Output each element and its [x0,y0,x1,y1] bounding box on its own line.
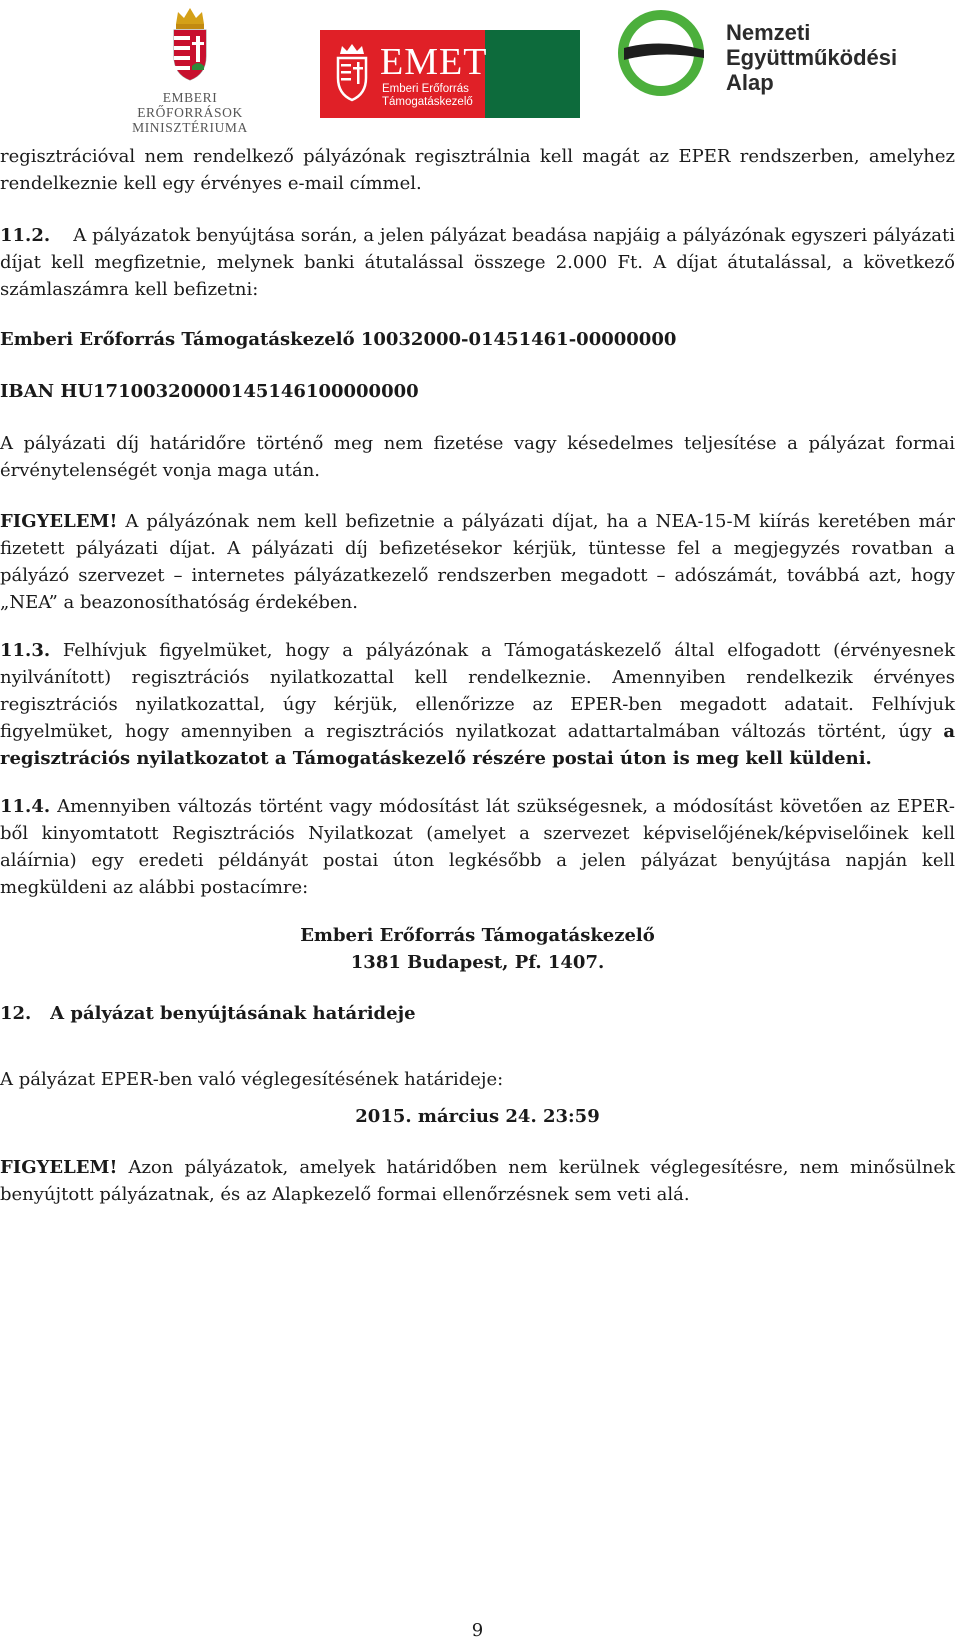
page-header [0,0,960,135]
section-12-heading [0,1000,955,1027]
emet-wordmark: EMET [380,41,488,83]
section-11-4 [0,793,955,901]
emet-subtitle-line2: Támogatáskezelő [382,96,473,108]
section-11-2 [0,222,955,303]
page-number: 9 [471,1620,484,1641]
deadline-value: 2015. március 24. 23:59 [355,1106,600,1127]
notice-1-label: FIGYELEM! [0,511,118,532]
nea-logo-line1: Nemzeti [726,20,811,45]
hungarian-coat-of-arms-icon [166,4,214,84]
deadline-intro: A pályázat EPER-ben való véglegesítésének határideje: [0,1069,504,1090]
emmi-logo-line2: MINISZTÉRIUMA [132,120,248,135]
section-11-4-text: Amennyiben változás történt vagy módosítást lát szükségesnek, a módosítást követően az EPER-ből kinyomtatott Regisztrációs Nyilatkozat (amelyet a szervezet képviselőjének/képviselőinek kell aláírnia) egy eredeti példányát postai úton legkésőbb a jelen pályázat benyújtása napján kell megküldeni az alábbi postacímre: [0,796,955,898]
section-11-3-text: Felhívjuk figyelmüket, hogy a pályázónak a Támogatáskezelő által elfogadott (érvényesnek nyilvánított) regisztrációs nyilatkozattal kell rendelkeznie. Amennyiben rendelkezik érvényes regisztrációs nyilatkozattal, úgy kérjük, ellenőrizze az EPER-ben megadott adatait. Felhívjuk figyelmüket, hogy amennyiben a regisztrációs nyilatkozat adattartalmában változás történt, úgy [0,640,955,742]
emet-logo [320,30,580,118]
emmi-logo-line1: EMBERI ERŐFORRÁSOK [137,90,243,120]
notice-2 [0,1154,955,1208]
postal-address-line1: Emberi Erőforrás Támogatáskezelő [300,925,655,946]
nea-ring-icon [616,8,711,98]
section-11-3-number: 11.3. [0,640,51,661]
section-12-number: 12. [0,1003,32,1024]
paragraph-registration: regisztrációval nem rendelkező pályázónak regisztrálnia kell magát az EPER rendszerben, amelyhez rendelkeznie kell egy érvényes e-mail címmel. [0,146,955,194]
nea-logo-line2: Együttműködési [726,45,898,70]
notice-2-text: Azon pályázatok, amelyek határidőben nem kerülnek véglegesítésre, nem minősülnek benyújtott pályázatnak, és az Alapkezelő formai ellenőrzésnek sem veti alá. [0,1157,955,1205]
section-11-2-text: A pályázatok benyújtása során, a jelen pályázat beadása napjáig a pályázónak egyszeri pályázati díjat kell megfizetnie, melynek banki átutalással összege 2.000 Ft. A díjat átutalással, a következő számlaszámra kell befizetni: [0,225,955,300]
iban-line: IBAN HU17100320000145146100000000 [0,381,419,402]
emet-subtitle-line1: Emberi Erőforrás [382,83,469,95]
section-11-3 [0,637,955,772]
paragraph-fee-consequence: A pályázati díj határidőre történő meg nem fizetése vagy késedelmes teljesítése a pályázat formai érvénytelenségét vonja maga után. [0,433,955,481]
notice-1 [0,508,955,616]
notice-2-label: FIGYELEM! [0,1157,118,1178]
section-11-2-number: 11.2. [0,225,51,246]
section-12-title: A pályázat benyújtásának határideje [50,1003,416,1024]
bank-account-line: Emberi Erőforrás Támogatáskezelő 10032000-01451461-00000000 [0,329,677,350]
section-11-3-bold-text: a regisztrációs nyilatkozatot a Támogatáskezelő részére postai úton is meg kell küldeni. [0,721,955,769]
nea-logo-line3: Alap [726,70,774,95]
section-11-4-number: 11.4. [0,796,51,817]
emmi-logo [108,4,272,135]
nea-logo [616,8,936,106]
emet-crest-icon [332,44,372,104]
postal-address-line2: 1381 Budapest, Pf. 1407. [350,952,605,973]
notice-1-text: A pályázónak nem kell befizetnie a pályázati díjat, ha a NEA-15-M kiírás keretében már fizetett pályázati díjat. A pályázati díj befizetésekor kérjük, tüntesse fel a megjegyzés rovatban a pályázó szervezet – internetes pályázatkezelő rendszerben megadott – adószámát, továbbá azt, hogy „NEA” a beazonosíthatóság érdekében. [0,511,955,613]
